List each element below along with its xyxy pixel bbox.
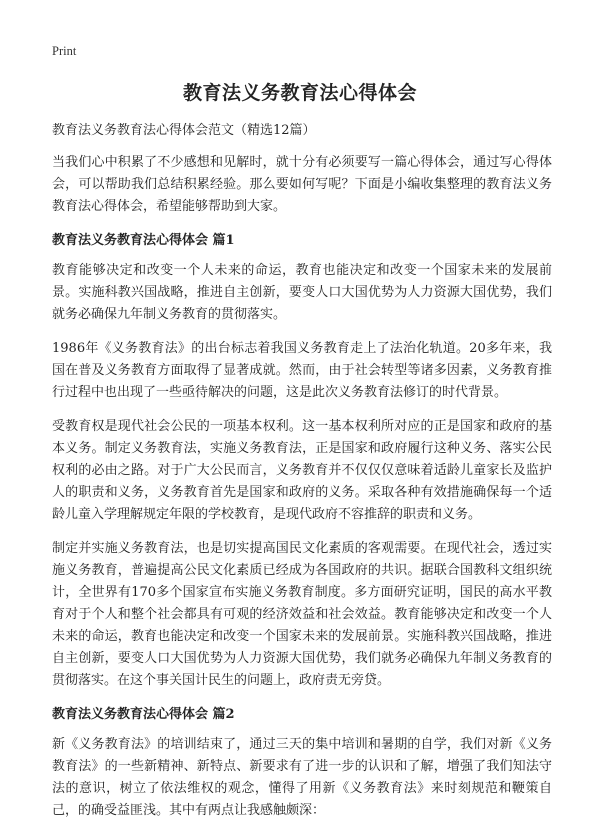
section-heading-2: 教育法义务教育法心得体会 篇2 <box>52 707 235 722</box>
print-link[interactable]: Print <box>52 44 77 58</box>
paragraph: 制定并实施义务教育法，也是切实提高国民文化素质的客观需要。在现代社会，透过实施义务教育，普遍提高公民文化素质已经成为各国政府的共识。据联合国教科文组织统计，全世界有170多个国家宣布实施义务教育制度。多方面研究证明，国民的高水平教育对于个人和整个社会都具有可观的经济效益和社会效益。教育能够决定和改变一个人未来的命运，教育也能决定和改变一个国家未来的发展前景。实施科教兴国战略，推进自主创新，要变人口大国优势为人力资源大国优势，我们就务必确保九年制义务教育的贯彻落实。在这个事关国计民生的问题上，政府责无旁贷。 <box>52 541 552 688</box>
intro-paragraph: 当我们心中积累了不少感想和见解时，就十分有必须要写一篇心得体会，通过写心得体会，可以帮助我们总结积累经验。那么要如何写呢？下面是小编收集整理的教育法义务教育法心得体会，希望能够帮助到大家。 <box>52 155 552 214</box>
article-body <box>52 120 552 834</box>
paragraph: 1986年《义务教育法》的出台标志着我国义务教育走上了法治化轨道。20多年来，我国在普及义务教育方面取得了显著成就。然而，由于社会转型等诸多因素，义务教育推行过程中也出现了一些亟待解决的问题，这是此次义务教育法修订的时代背景。 <box>52 341 552 400</box>
article-subtitle: 教育法义务教育法心得体会范文（精选12篇） <box>52 123 316 138</box>
page-title: 教育法义务教育法心得体会 <box>182 82 417 104</box>
paragraph: 新《义务教育法》的培训结束了，通过三天的集中培训和暑期的自学，我们对新《义务教育法》的一些新精神、新特点、新要求有了进一步的认识和了解，增强了我们知法守法的意识，树立了依法维权的观念，懂得了用新《义务教育法》来时刻规范和鞭策自己，的确受益匪浅。其中有两点让我感触颇深： <box>52 737 552 818</box>
paragraph: 受教育权是现代社会公民的一项基本权利。这一基本权利所对应的正是国家和政府的基本义务。制定义务教育法，实施义务教育法，正是国家和政府履行这种义务、落实公民权利的必由之路。对于广大公民而言，义务教育并不仅仅仅意味着适龄儿童家长及监护人的职责和义务，义务教育首先是国家和政府的义务。采取各种有效措施确保每一个适龄儿童入学理解规定年限的学校教育，是现代政府不容推辞的职责和义务。 <box>52 419 552 522</box>
section-heading-1: 教育法义务教育法心得体会 篇1 <box>52 233 235 248</box>
paragraph: 教育能够决定和改变一个人未来的命运，教育也能决定和改变一个国家未来的发展前景。实施科教兴国战略，推进自主创新，要变人口大国优势为人力资源大国优势，我们就务必确保九年制义务教育的贯彻落实。 <box>52 263 552 322</box>
